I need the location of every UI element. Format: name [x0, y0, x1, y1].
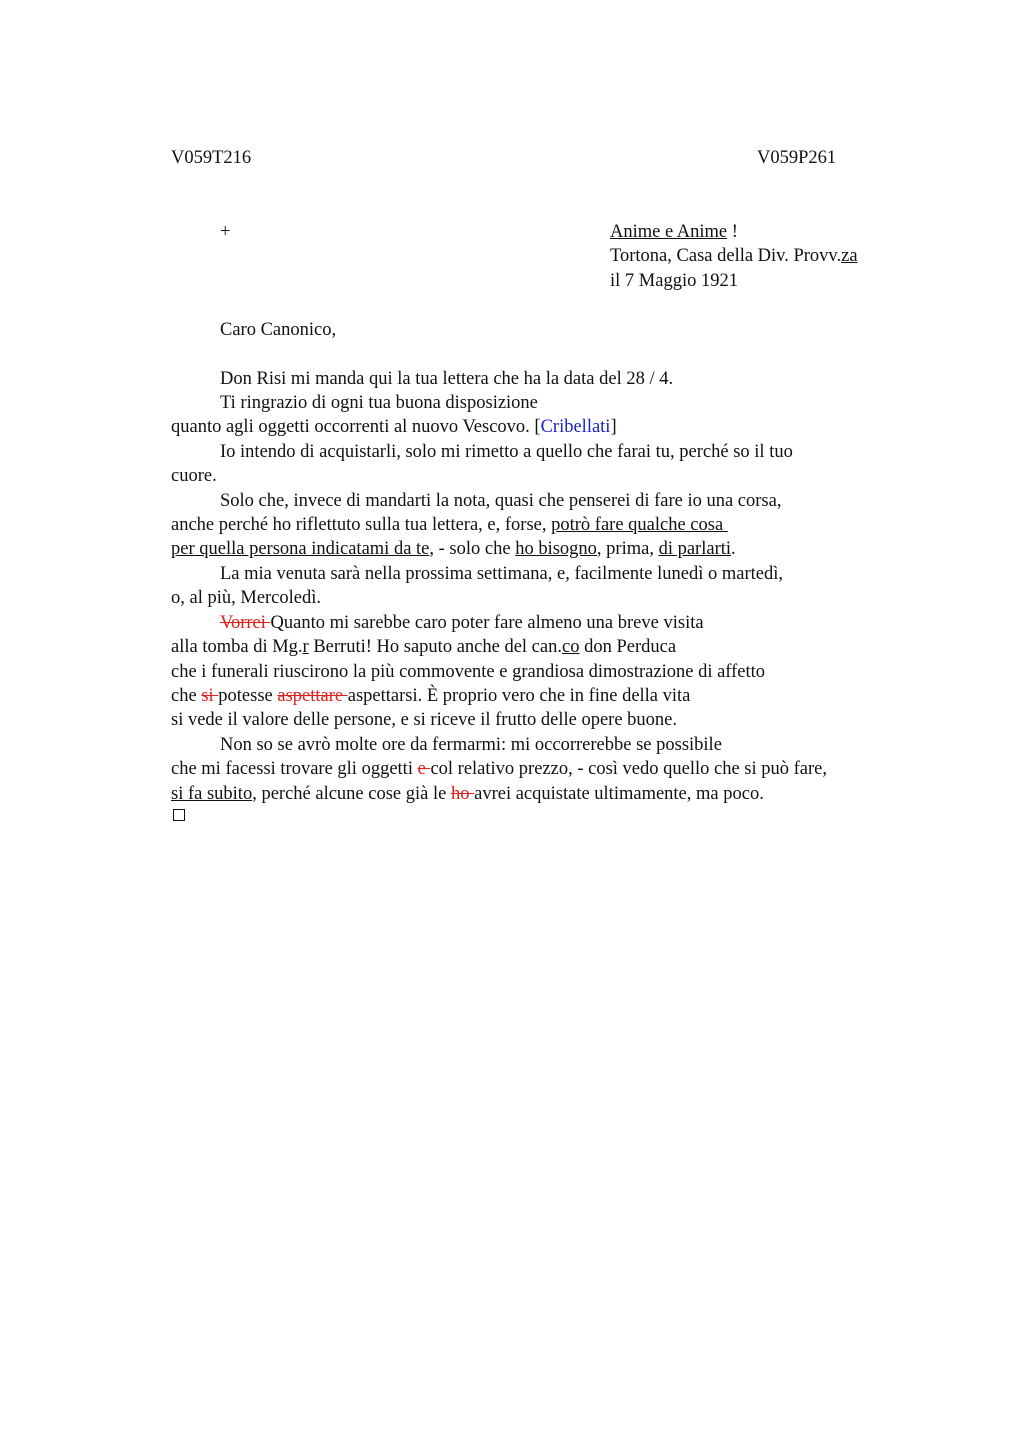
text: , prima, — [596, 539, 659, 559]
body-line — [171, 684, 690, 708]
underlined-text: di parlarti — [658, 539, 732, 559]
text: Berruti! Ho saputo anche del can. — [308, 637, 562, 657]
date-line: il 7 Maggio 1921 — [610, 271, 738, 291]
body-line — [220, 611, 704, 635]
text: che — [171, 686, 202, 706]
motto-exclamation: ! — [727, 222, 738, 242]
underlined-text: si fa subito — [171, 784, 253, 804]
deleted-text: si — [201, 686, 219, 706]
text: . — [731, 539, 736, 559]
deleted-text: aspettare — [277, 686, 348, 706]
text: potesse — [218, 686, 278, 706]
text: anche perché ho riflettuto sulla tua lettera, e, forse, — [171, 515, 552, 535]
text: che mi facessi trovare gli oggetti — [171, 759, 418, 779]
body-line: Non so se avrò molte ore da fermarmi: mi occorrerebbe se possibile — [220, 735, 722, 755]
underlined-text: co — [561, 637, 580, 657]
deleted-text: Vorrei — [220, 613, 271, 633]
body-line — [171, 513, 728, 537]
text: quanto agli oggetti occorrenti al nuovo Vescovo. [ — [171, 417, 541, 437]
document-code-left: V059T216 — [171, 148, 252, 168]
underlined-text: r — [302, 637, 309, 657]
salutation: Caro Canonico, — [220, 320, 337, 340]
text: Quanto mi sarebbe caro poter fare almeno una breve visita — [270, 613, 704, 633]
cross-mark: + — [220, 222, 231, 242]
body-line: La mia venuta sarà nella prossima settimana, e, facilmente lunedì o martedì, — [220, 564, 784, 584]
body-line — [171, 635, 676, 659]
text: col relativo prezzo, - così vedo quello che si può fare, — [430, 759, 828, 779]
body-line — [171, 782, 764, 806]
body-line — [171, 757, 827, 781]
text: aspettarsi. È proprio vero che in fine della vita — [347, 686, 691, 706]
motto-line — [610, 220, 738, 244]
body-line — [171, 415, 617, 439]
text: , - solo che — [429, 539, 516, 559]
body-line: Ti ringrazio di ogni tua buona disposizione — [220, 393, 538, 413]
document-code-right: V059P261 — [757, 148, 837, 168]
place-superscript: za — [841, 246, 858, 266]
body-line: Io intendo di acquistarli, solo mi rimetto a quello che farai tu, perché so il tuo — [220, 442, 793, 462]
underlined-text: ho bisogno — [515, 539, 597, 559]
editor-note-link[interactable]: Cribellati — [540, 417, 611, 437]
body-line: o, al più, Mercoledì. — [171, 588, 322, 608]
place-line — [610, 244, 858, 268]
text: avrei acquistate ultimamente, ma poco. — [474, 784, 764, 804]
body-line: Solo che, invece di mandarti la nota, quasi che penserei di fare io una corsa, — [220, 491, 782, 511]
deleted-text: e — [417, 759, 431, 779]
underlined-text: potrò fare qualche cosa — [551, 515, 728, 535]
body-line: si vede il valore delle persone, e si riceve il frutto delle opere buone. — [171, 710, 677, 730]
body-line: che i funerali riuscirono la più commovente e grandiosa dimostrazione di affetto — [171, 662, 766, 682]
place: Tortona, Casa della Div. Provv. — [610, 246, 842, 266]
body-line: Don Risi mi manda qui la tua lettera che ha la data del 28 / 4. — [220, 369, 674, 389]
end-square-icon — [173, 809, 185, 821]
deleted-text: ho — [450, 784, 475, 804]
body-line: cuore. — [171, 466, 217, 486]
text: ] — [610, 417, 617, 437]
body-line — [171, 537, 736, 561]
underlined-text: per quella persona indicatami da te — [171, 539, 430, 559]
text: don Perduca — [579, 637, 677, 657]
text: alla tomba di Mg. — [171, 637, 303, 657]
motto: Anime e Anime — [610, 222, 728, 242]
text: , perché alcune cose già le — [252, 784, 451, 804]
